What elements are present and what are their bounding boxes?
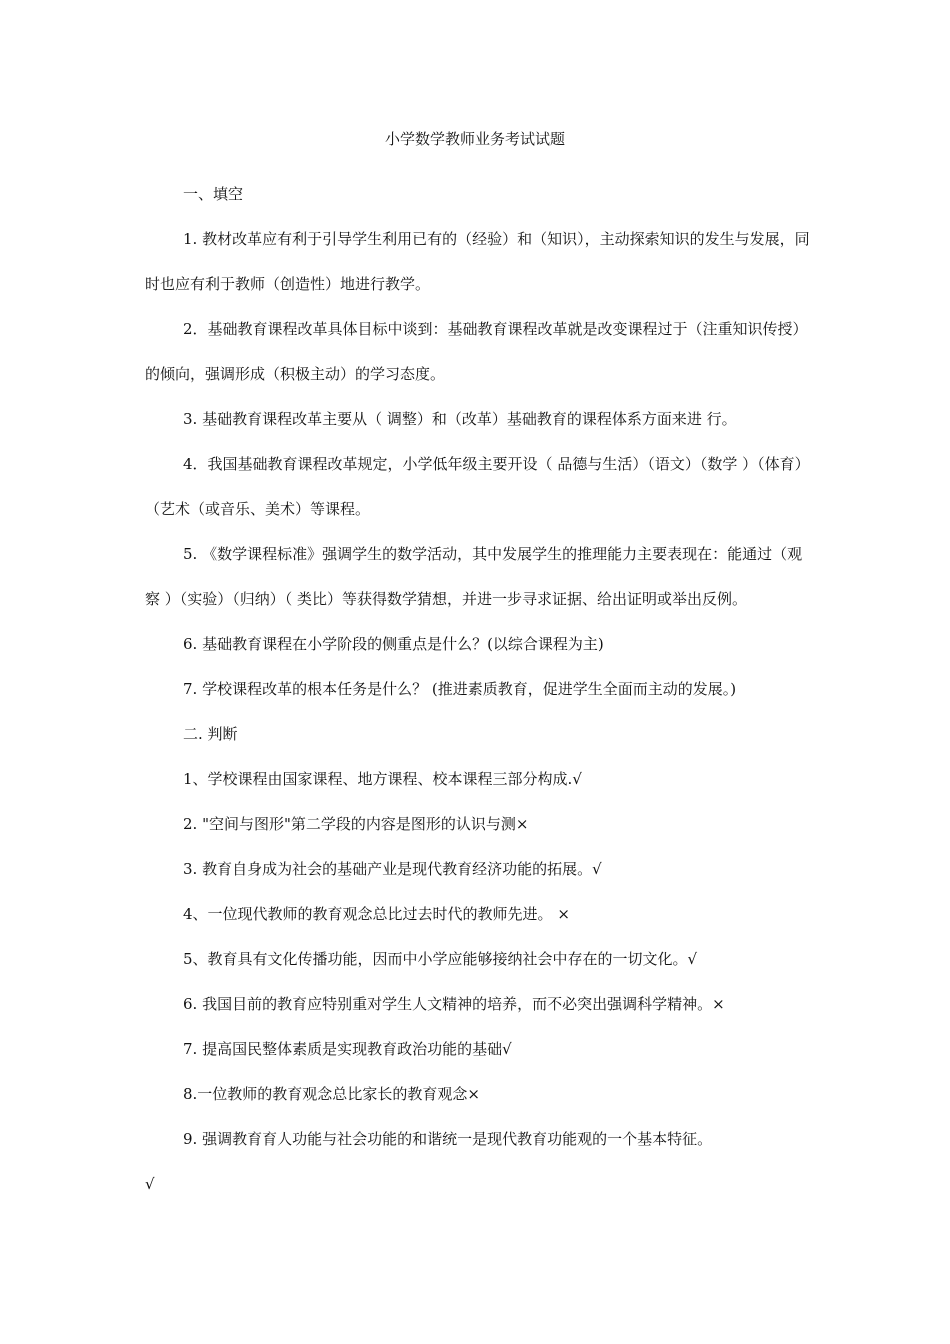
judgment-item: 1、学校课程由国家课程、地方课程、校本课程三部分构成.√ [183,770,582,788]
judgment-item: 5、教育具有文化传播功能，因而中小学应能够接纳社会中存在的一切文化。√ [183,950,698,968]
question-paragraph: 2．基础教育课程改革具体目标中谈到：基础教育课程改革就是改变课程过于（注重知识传授）的倾向，强调形成（积极主动）的学习态度。 [145,320,808,383]
question-paragraph: 7. 学校课程改革的根本任务是什么？ (推进素质教育，促进学生全面而主动的发展。) [183,680,737,698]
document-body [145,172,810,1207]
judgment-item: 3. 教育自身成为社会的基础产业是现代教育经济功能的拓展。√ [183,860,602,878]
question-paragraph: 4．我国基础教育课程改革规定，小学低年级主要开设（ 品德与生活）（语文）（数学 ）（体育）（艺术（或音乐、美术）等课程。 [145,455,810,518]
judgment-item: 2. "空间与图形"第二学段的内容是图形的认识与测× [183,815,529,833]
section-heading-judgment: 二. 判断 [183,725,238,743]
judgment-item: 6. 我国目前的教育应特别重对学生人文精神的培养，而不必突出强调科学精神。× [183,995,725,1013]
question-paragraph: 6. 基础教育课程在小学阶段的侧重点是什么？(以综合课程为主) [183,635,604,653]
question-paragraph: 1. 教材改革应有利于引导学生利用已有的（经验）和（知识），主动探索知识的发生与发展，同时也应有利于教师（创造性）地进行教学。 [145,230,810,293]
judgment-item: 4、一位现代教师的教育观念总比过去时代的教师先进。 × [183,905,570,923]
judgment-item: 8.一位教师的教育观念总比家长的教育观念× [183,1085,480,1103]
question-paragraph: 3. 基础教育课程改革主要从（ 调整）和（改革）基础教育的课程体系方面来进 行。 [183,410,737,428]
document-title: 小学数学教师业务考试试题 [384,130,565,148]
judgment-mark: √ [145,1175,155,1193]
judgment-item: 7. 提高国民整体素质是实现教育政治功能的基础√ [183,1040,512,1058]
judgment-item: 9. 强调教育育人功能与社会功能的和谐统一是现代教育功能观的一个基本特征。 [183,1130,713,1148]
question-paragraph: 5. 《数学课程标准》强调学生的数学活动，其中发展学生的推理能力主要表现在：能通过（观察 ）（实验）（归纳）（ 类比）等获得数学猜想，并进一步寻求证据、给出证明或举出反例。 [145,545,803,608]
section-heading-fill-in: 一、填空 [183,185,244,203]
